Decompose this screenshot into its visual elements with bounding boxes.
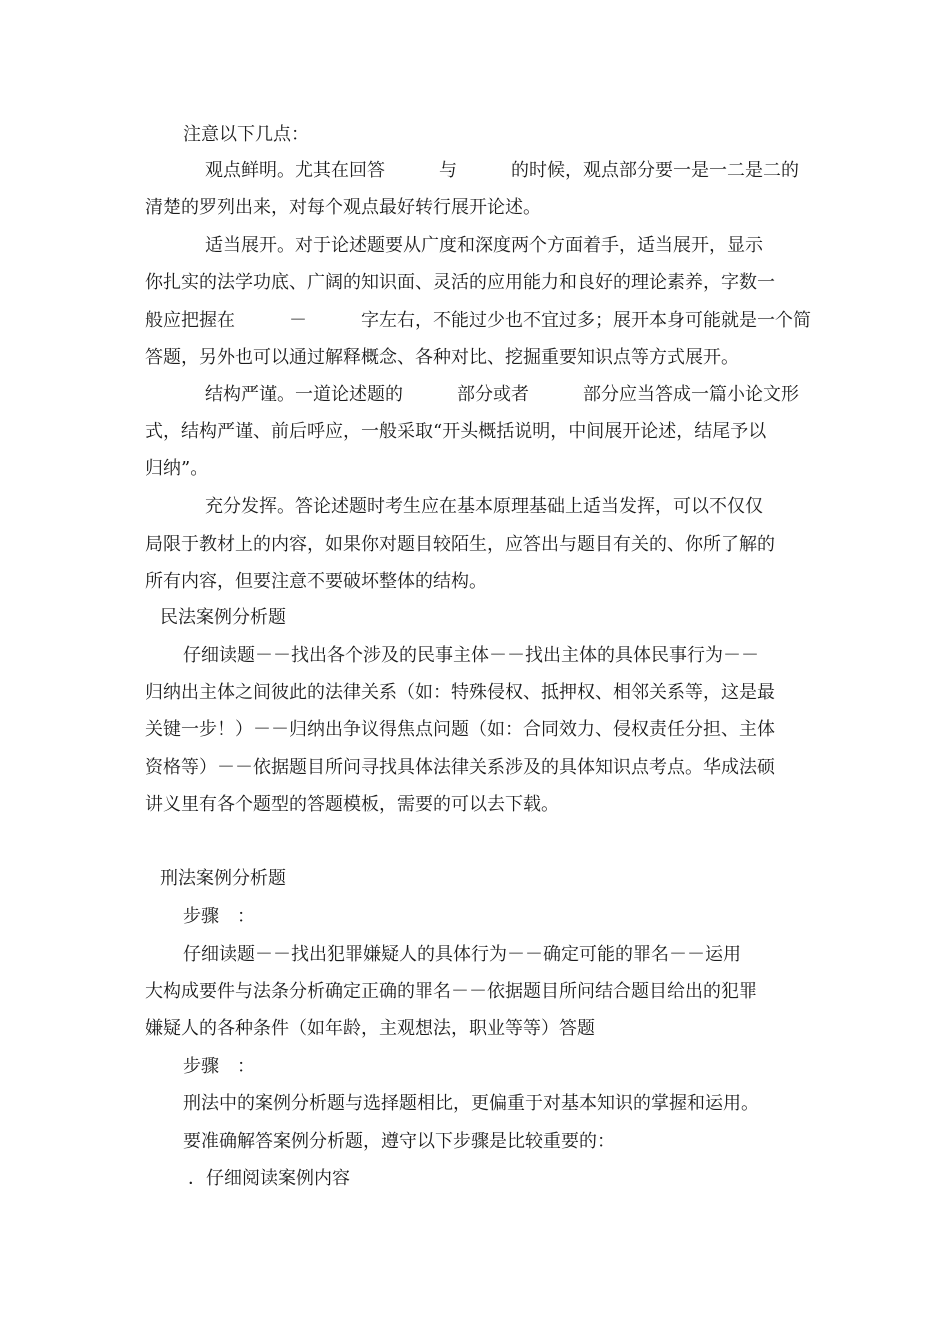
text-line: 大构成要件与法条分析确定正确的罪名－－依据题目所问结合题目给出的犯罪 [145, 981, 757, 1002]
text-line: 适当展开。对于论述题要从广度和深度两个方面着手，适当展开，显示 [205, 235, 763, 256]
text-line: 归纳出主体之间彼此的法律关系（如：特殊侵权、抵押权、相邻关系等，这是最 [145, 682, 775, 703]
text-line: 刑法中的案例分析题与选择题相比，更偏重于对基本知识的掌握和运用。 [183, 1093, 759, 1114]
text-line: 你扎实的法学功底、广阔的知识面、灵活的应用能力和良好的理论素养，字数一 [145, 272, 775, 293]
text-line: 式，结构严谨、前后呼应，一般采取“开头概括说明，中间展开论述，结尾予以 [145, 421, 767, 442]
text-line: 充分发挥。答论述题时考生应在基本原理基础上适当发挥，可以不仅仅 [205, 496, 763, 517]
section-heading: 民法案例分析题 [160, 607, 286, 628]
text-line: 嫌疑人的各种条件（如年龄，主观想法，职业等等）答题 [145, 1018, 595, 1039]
text-line: 归纳”。 [145, 458, 209, 479]
text-line: 仔细读题－－找出各个涉及的民事主体－－找出主体的具体民事行为－－ [183, 645, 759, 666]
text-line: 讲义里有各个题型的答题模板，需要的可以去下载。 [145, 794, 559, 815]
text-line: 注意以下几点： [183, 124, 309, 145]
text-line: 答题，另外也可以通过解释概念、各种对比、挖掘重要知识点等方式展开。 [145, 347, 739, 368]
text-line: 要准确解答案例分析题，遵守以下步骤是比较重要的： [183, 1131, 615, 1152]
text-line: 结构严谨。一道论述题的 部分或者 部分应当答成一篇小论文形 [205, 384, 799, 405]
text-line: 所有内容，但要注意不要破坏整体的结构。 [145, 571, 487, 592]
text-line: 仔细读题－－找出犯罪嫌疑人的具体行为－－确定可能的罪名－－运用 [183, 944, 741, 965]
text-line: 资格等）－－依据题目所问寻找具体法律关系涉及的具体知识点考点。华成法硕 [145, 757, 775, 778]
text-line: 般应把握在 － 字左右，不能过少也不宜过多；展开本身可能就是一个简 [145, 310, 811, 331]
text-line: 步骤 ： [183, 1056, 255, 1077]
text-line: 步骤 ： [183, 906, 255, 927]
text-line: 局限于教材上的内容，如果你对题目较陌生，应答出与题目有关的、你所了解的 [145, 534, 775, 555]
list-item: ．仔细阅读案例内容 [188, 1168, 350, 1189]
text-line: 关键一步！）－－归纳出争议得焦点问题（如：合同效力、侵权责任分担、主体 [145, 719, 775, 740]
text-line: 观点鲜明。尤其在回答 与 的时候，观点部分要一是一二是二的 [205, 160, 799, 181]
section-heading: 刑法案例分析题 [160, 868, 286, 889]
text-line: 清楚的罗列出来，对每个观点最好转行展开论述。 [145, 197, 541, 218]
